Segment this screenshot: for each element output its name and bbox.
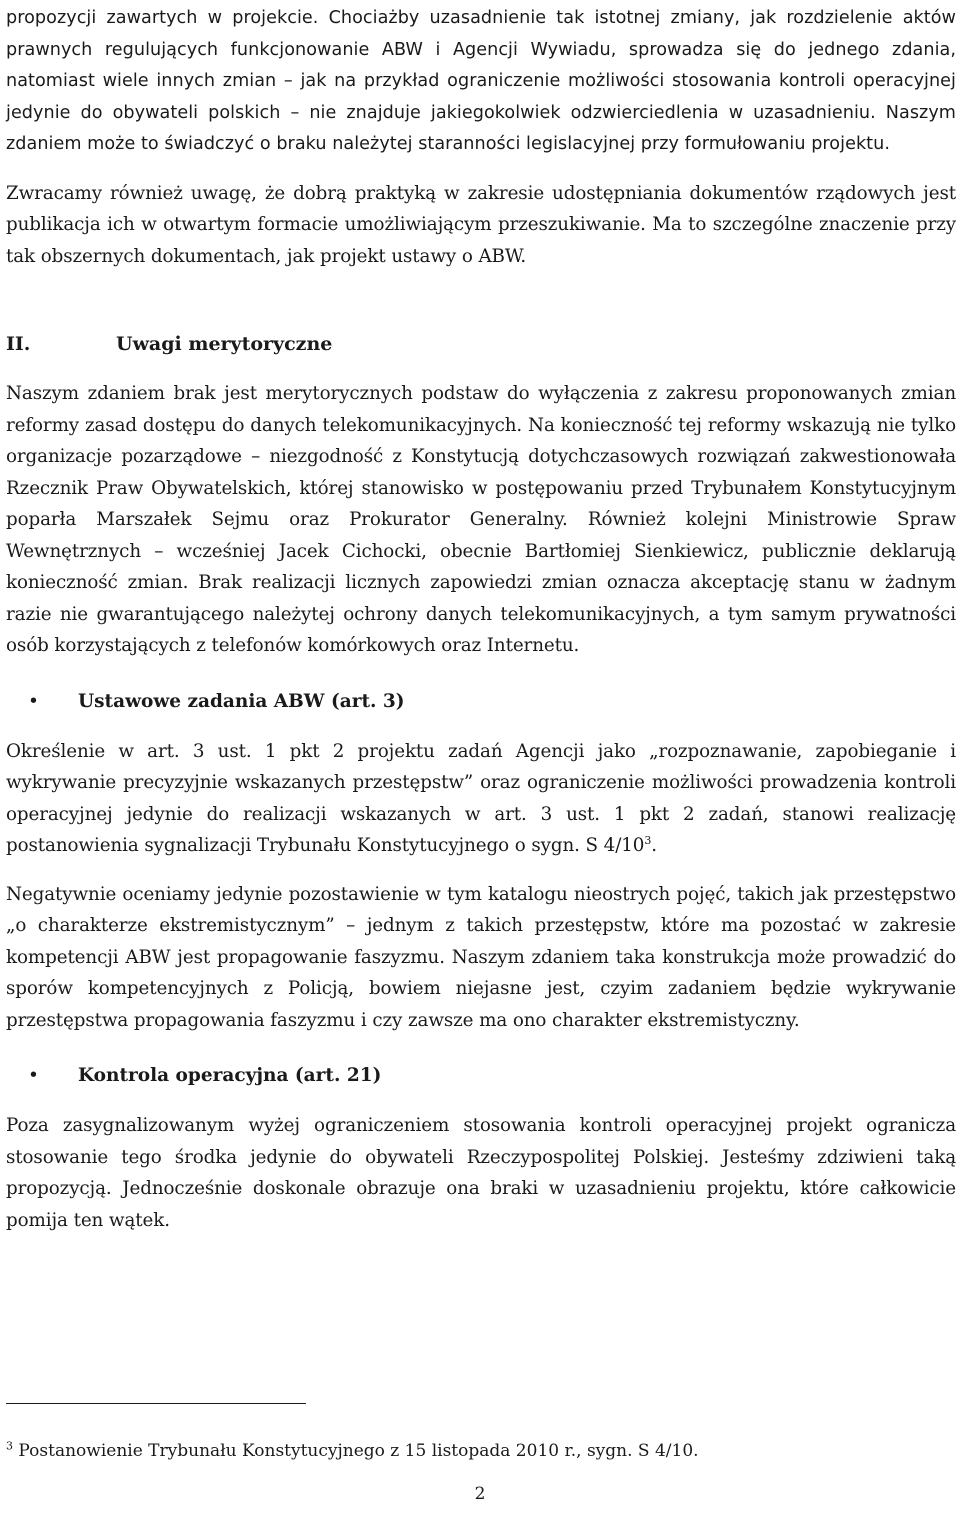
- page-number: 2: [474, 1484, 486, 1504]
- section-title: Uwagi merytoryczne: [116, 333, 333, 355]
- paragraph-art21: Poza zasygnalizowanym wyżej ograniczeniem stosowania kontroli operacyjnej projekt ogranicza stosowanie tego środka jedynie do obywateli Rzeczypospolitej Polskiej. Jesteśmy zdziwieni taką propozycją. Jednocześnie doskonale obrazuje ona braki w uzasadnieniu projektu, które całkowicie pomija ten wątek.: [6, 1115, 956, 1231]
- bullet-heading-abw-tasks: [6, 688, 956, 716]
- section-heading: [6, 330, 956, 358]
- bullet-heading-text: Ustawowe zadania ABW (art. 3): [78, 690, 405, 712]
- paragraph-art3-text: Określenie w art. 3 ust. 1 pkt 2 projektu zadań Agencji jako „rozpoznawanie, zapobieganie i wykrywanie precyzyjnie wskazanych przestępstw” oraz ograniczenie możliwości prowadzenia kontroli operacyjnej jedynie do realizacji wskazanych w art. 3 ust. 1 pkt 2 zadań, stanowi realizację postanowienia sygnalizacji Trybunału Konstytucyjnego o sygn. S 4/10: [6, 740, 956, 856]
- section-number: II.: [6, 333, 31, 355]
- bullet-heading-operational-control: [6, 1062, 956, 1090]
- footnote-divider: [6, 1403, 306, 1404]
- bullet-icon: •: [28, 690, 39, 712]
- bullet-heading-text: Kontrola operacyjna (art. 21): [78, 1065, 382, 1086]
- footnote-text: Postanowienie Trybunału Konstytucyjnego z 15 listopada 2010 r., sygn. S 4/10.: [18, 1441, 699, 1461]
- paragraph-art3: [6, 736, 956, 862]
- footnote: [6, 1439, 946, 1463]
- paragraph-telecom-data: Naszym zdaniem brak jest merytorycznych podstaw do wyłączenia z zakresu proponowanych zmian reformy zasad dostępu do danych telekomunikacyjnych. Na konieczność tej reformy wskazują nie tylko organizacje pozarządowe – niezgodność z Konstytucją dotychczasowych rozwiązań zakwestionowała Rzecznik Praw Obywatelskich, której stanowisko w postępowaniu przed Trybunałem Konstytucyjnym poparła Marszałek Sejmu oraz Prokurator Generalny. Również kolejni Ministrowie Spraw Wewnętrznych – wcześniej Jacek Cichocki, obecnie Bartłomiej Sienkiewicz, publicznie deklarują konieczność zmian. Brak realizacji licznych zapowiedzi zmian oznacza akceptację stanu w żadnym razie nie gwarantującego należytej ochrony danych telekomunikacyjnych, a tym samym prywatności osób korzystających z telefonów komórkowych oraz Internetu.: [6, 383, 956, 656]
- paragraph-project-justification: propozycji zawartych w projekcie. Chociażby uzasadnienie tak istotnej zmiany, jak rozdzielenie aktów prawnych regulujących funkcjonowanie ABW i Agencji Wywiadu, sprowadza się do jednego zdania, natomiast wiele innych zmian – jak na przykład ograniczenie możliwości stosowania kontroli operacyjnej jedynie do obywateli polskich – nie znajduje jakiegokolwiek odzwierciedlenia w uzasadnieniu. Naszym zdaniem może to świadczyć o braku należytej staranności legislacyjnej przy formułowaniu projektu.: [6, 8, 956, 154]
- paragraph-open-format: Zwracamy również uwagę, że dobrą praktyką w zakresie udostępniania dokumentów rządowych jest publikacja ich w otwartym formacie umożliwiającym przeszukiwanie. Ma to szczególne znaczenie przy tak obszernych dokumentach, jak projekt ustawy o ABW.: [6, 182, 956, 267]
- document-page: [6, 0, 956, 1236]
- footnote-number: 3: [6, 1439, 13, 1453]
- paragraph-extremism: Negatywnie oceniamy jedynie pozostawienie w tym katalogu nieostrych pojęć, takich jak przestępstwo „o charakterze ekstremistycznym” – jednym z takich przestępstw, które ma pozostać w zakresie kompetencji ABW jest propagowanie faszyzmu. Naszym zdaniem taka konstrukcja może prowadzić do sporów kompetencyjnych z Policją, bowiem niejasne jest, czyim zadaniem będzie wykrywanie przestępstwa propagowania faszyzmu i czy zawsze ma ono charakter ekstremistyczny.: [6, 883, 956, 1031]
- footnote-reference: 3: [644, 833, 652, 847]
- paragraph-art3-end: .: [651, 835, 657, 856]
- bullet-icon: •: [28, 1065, 39, 1086]
